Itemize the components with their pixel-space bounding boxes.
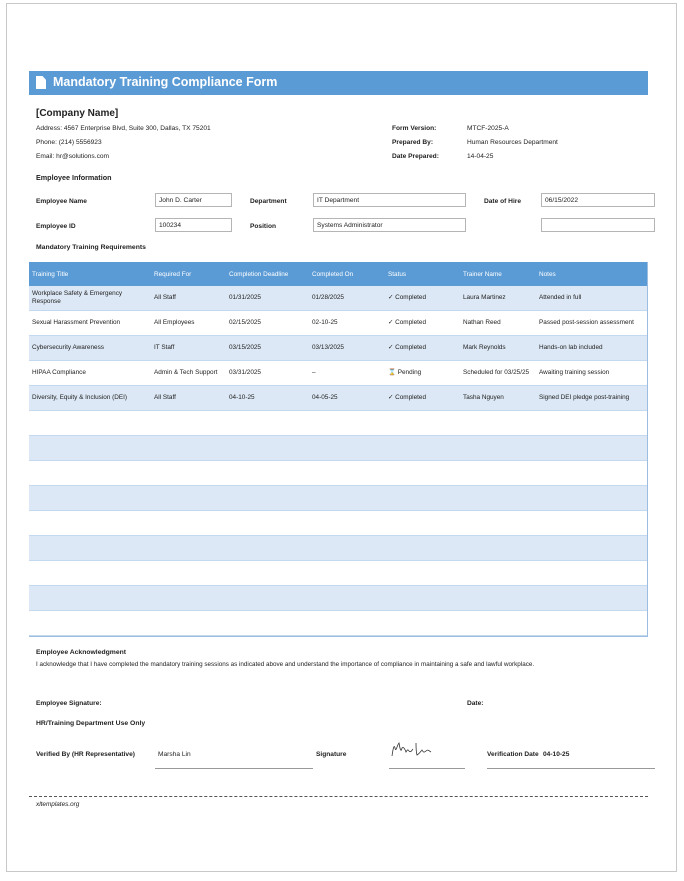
table-cell[interactable]: [536, 511, 648, 536]
empty-table-row[interactable]: [29, 461, 648, 486]
table-cell[interactable]: [151, 486, 226, 511]
training-table: [29, 262, 648, 636]
date-prepared-value: 14-04-25: [467, 153, 494, 160]
table-cell[interactable]: Passed post-session assessment: [536, 311, 648, 336]
form-title: Mandatory Training Compliance Form: [53, 75, 278, 89]
title-bar: [29, 71, 648, 95]
employee-name-label: Employee Name: [36, 198, 87, 205]
document-icon: [36, 76, 46, 89]
table-cell[interactable]: [385, 461, 460, 486]
form-version-value: MTCF-2025-A: [467, 125, 509, 132]
table-cell[interactable]: [536, 561, 648, 586]
table-cell[interactable]: 01/28/2025: [309, 286, 385, 311]
table-row: [29, 386, 648, 411]
empty-table-row[interactable]: [29, 536, 648, 561]
empty-table-row[interactable]: [29, 586, 648, 611]
table-cell[interactable]: [536, 536, 648, 561]
table-cell[interactable]: Awaiting training session: [536, 361, 648, 386]
column-header: Training Title: [29, 262, 151, 286]
table-cell[interactable]: [151, 436, 226, 461]
table-cell[interactable]: [460, 536, 536, 561]
table-cell[interactable]: [309, 461, 385, 486]
table-cell[interactable]: [536, 486, 648, 511]
date-prepared-label: Date Prepared:: [392, 153, 439, 160]
table-cell[interactable]: [385, 561, 460, 586]
table-cell[interactable]: [536, 586, 648, 611]
date-of-hire-label: Date of Hire: [484, 198, 522, 205]
empty-table-row[interactable]: [29, 611, 648, 636]
company-email: Email: hr@solutions.com: [36, 153, 110, 160]
table-cell[interactable]: All Staff: [151, 286, 226, 311]
table-cell[interactable]: 01/31/2025: [226, 286, 309, 311]
table-cell[interactable]: [29, 561, 151, 586]
table-cell[interactable]: Cybersecurity Awareness: [29, 336, 151, 361]
acknowledgment-date-label: Date:: [467, 700, 484, 707]
table-cell[interactable]: ⌛ Pending: [385, 361, 460, 386]
table-cell[interactable]: 04-05-25: [309, 386, 385, 411]
table-cell[interactable]: [460, 411, 536, 436]
column-header: Status: [385, 262, 460, 286]
table-cell[interactable]: 03/15/2025: [226, 336, 309, 361]
table-cell[interactable]: [29, 611, 151, 636]
table-cell[interactable]: Diversity, Equity & Inclusion (DEI): [29, 386, 151, 411]
table-cell[interactable]: Laura Martinez: [460, 286, 536, 311]
table-cell[interactable]: [460, 511, 536, 536]
footer-source: xltemplates.org: [36, 801, 80, 808]
verification-date-value[interactable]: 04-10-25: [543, 751, 570, 758]
table-cell[interactable]: HIPAA Compliance: [29, 361, 151, 386]
verified-by-label: Verified By (HR Representative): [36, 751, 135, 758]
position-field[interactable]: Systems Administrator: [313, 218, 466, 232]
hr-use-heading: HR/Training Department Use Only: [36, 720, 146, 727]
empty-table-row[interactable]: [29, 511, 648, 536]
table-cell[interactable]: [460, 461, 536, 486]
table-cell[interactable]: [309, 436, 385, 461]
column-header: Completed On: [309, 262, 385, 286]
table-cell[interactable]: Workplace Safety & Emergency Response: [29, 286, 151, 311]
table-cell[interactable]: Signed DEI pledge post-training: [536, 386, 648, 411]
footer-divider: [29, 796, 648, 797]
table-cell[interactable]: 03/13/2025: [309, 336, 385, 361]
department-label: Department: [250, 198, 287, 205]
table-cell[interactable]: 02/15/2025: [226, 311, 309, 336]
table-cell[interactable]: [29, 436, 151, 461]
table-cell[interactable]: [226, 486, 309, 511]
table-cell[interactable]: [385, 611, 460, 636]
table-cell[interactable]: [309, 536, 385, 561]
extra-field[interactable]: [541, 218, 655, 232]
table-cell[interactable]: [309, 561, 385, 586]
table-cell[interactable]: [226, 511, 309, 536]
table-cell[interactable]: Sexual Harassment Prevention: [29, 311, 151, 336]
empty-table-row[interactable]: [29, 486, 648, 511]
table-cell[interactable]: [151, 411, 226, 436]
table-cell[interactable]: ✓ Completed: [385, 286, 460, 311]
prepared-by-label: Prepared By:: [392, 139, 434, 146]
table-cell[interactable]: ✓ Completed: [385, 336, 460, 361]
table-row: [29, 336, 648, 361]
verified-by-value[interactable]: Marsha Lin: [158, 751, 191, 758]
prepared-by-value: Human Resources Department: [467, 139, 558, 146]
table-cell[interactable]: All Employees: [151, 311, 226, 336]
table-row: [29, 286, 648, 311]
table-cell[interactable]: [536, 436, 648, 461]
table-cell[interactable]: [309, 611, 385, 636]
acknowledgment-heading: Employee Acknowledgment: [36, 649, 127, 656]
table-cell[interactable]: [385, 486, 460, 511]
table-cell[interactable]: [151, 611, 226, 636]
form-version-label: Form Version:: [392, 125, 437, 132]
table-cell[interactable]: IT Staff: [151, 336, 226, 361]
table-cell[interactable]: [226, 436, 309, 461]
company-name: [Company Name]: [36, 108, 119, 119]
table-cell[interactable]: [29, 586, 151, 611]
table-cell[interactable]: [385, 411, 460, 436]
table-cell[interactable]: [226, 536, 309, 561]
training-heading: Mandatory Training Requirements: [36, 244, 146, 251]
table-cell[interactable]: [309, 586, 385, 611]
employee-signature-label: Employee Signature:: [36, 700, 102, 707]
table-cell[interactable]: [460, 586, 536, 611]
empty-table-row[interactable]: [29, 411, 648, 436]
table-cell[interactable]: Mark Reynolds: [460, 336, 536, 361]
table-row: [29, 311, 648, 336]
empty-table-row[interactable]: [29, 436, 648, 461]
verification-date-label: Verification Date: [487, 751, 539, 758]
date-of-hire-field[interactable]: 06/15/2022: [541, 193, 655, 207]
table-row: [29, 361, 648, 386]
table-cell[interactable]: [29, 511, 151, 536]
column-header: Required For: [151, 262, 226, 286]
table-cell[interactable]: [29, 486, 151, 511]
table-cell[interactable]: [460, 486, 536, 511]
table-cell[interactable]: [226, 411, 309, 436]
table-cell[interactable]: [151, 536, 226, 561]
table-cell[interactable]: Admin & Tech Support: [151, 361, 226, 386]
table-cell[interactable]: [29, 411, 151, 436]
table-cell[interactable]: [536, 461, 648, 486]
table-cell[interactable]: [536, 411, 648, 436]
table-cell[interactable]: 03/31/2025: [226, 361, 309, 386]
table-cell[interactable]: ✓ Completed: [385, 311, 460, 336]
table-cell[interactable]: [385, 586, 460, 611]
table-cell[interactable]: [385, 436, 460, 461]
table-cell[interactable]: Hands-on lab included: [536, 336, 648, 361]
employee-id-field[interactable]: 100234: [155, 218, 232, 232]
table-cell[interactable]: [385, 511, 460, 536]
column-header: Completion Deadline: [226, 262, 309, 286]
verified-by-line: [155, 768, 313, 769]
table-cell[interactable]: [151, 461, 226, 486]
signature-label: Signature: [316, 751, 347, 758]
table-cell[interactable]: [226, 586, 309, 611]
company-phone: Phone: (214) 5556923: [36, 139, 102, 146]
table-cell[interactable]: [460, 561, 536, 586]
table-cell[interactable]: [151, 586, 226, 611]
employee-id-label: Employee ID: [36, 223, 76, 230]
table-cell[interactable]: [226, 561, 309, 586]
table-cell[interactable]: [151, 511, 226, 536]
table-cell[interactable]: [151, 561, 226, 586]
signature-line: [389, 768, 465, 769]
table-cell[interactable]: [460, 436, 536, 461]
table-cell[interactable]: [385, 536, 460, 561]
department-field[interactable]: IT Department: [313, 193, 466, 207]
table-cell[interactable]: [309, 411, 385, 436]
table-cell[interactable]: Tasha Nguyen: [460, 386, 536, 411]
table-cell[interactable]: Scheduled for 03/25/25: [460, 361, 536, 386]
column-header: Notes: [536, 262, 648, 286]
employee-name-field[interactable]: John D. Carter: [155, 193, 232, 207]
table-cell[interactable]: [536, 611, 648, 636]
empty-table-row[interactable]: [29, 561, 648, 586]
table-cell[interactable]: [226, 611, 309, 636]
position-label: Position: [250, 223, 277, 230]
acknowledgment-text: I acknowledge that I have completed the mandatory training sessions as indicated above and understand the importance of compliance in maintaining a safe and lawful workplace.: [36, 661, 535, 668]
table-cell[interactable]: [29, 461, 151, 486]
table-cell[interactable]: –: [309, 361, 385, 386]
table-cell[interactable]: All Staff: [151, 386, 226, 411]
table-cell[interactable]: ✓ Completed: [385, 386, 460, 411]
table-header-row: [29, 262, 648, 286]
table-cell[interactable]: Attended in full: [536, 286, 648, 311]
verification-date-line: [487, 768, 655, 769]
employee-info-heading: Employee Information: [36, 173, 112, 182]
company-address: Address: 4567 Enterprise Blvd, Suite 300, Dallas, TX 75201: [36, 125, 211, 132]
table-cell[interactable]: [309, 511, 385, 536]
table-cell[interactable]: [309, 486, 385, 511]
table-cell[interactable]: [29, 536, 151, 561]
table-cell[interactable]: Nathan Reed: [460, 311, 536, 336]
table-cell[interactable]: 02-10-25: [309, 311, 385, 336]
table-cell[interactable]: 04-10-25: [226, 386, 309, 411]
column-header: Trainer Name: [460, 262, 536, 286]
handwritten-signature: [389, 739, 435, 761]
table-cell[interactable]: [226, 461, 309, 486]
table-cell[interactable]: [460, 611, 536, 636]
